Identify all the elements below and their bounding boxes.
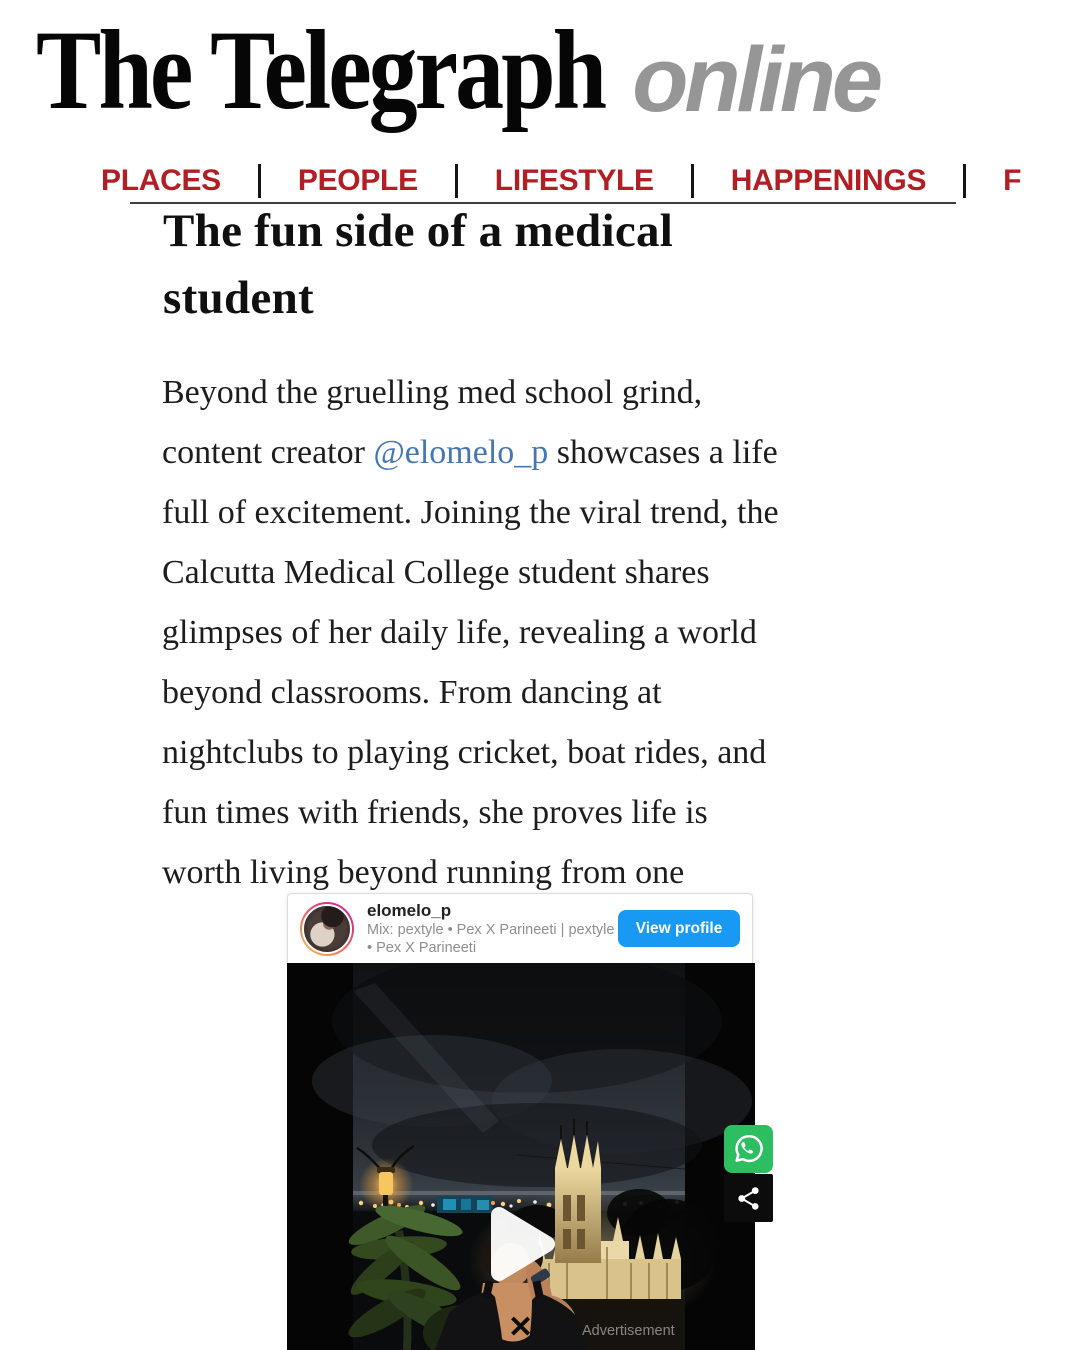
whatsapp-share-button[interactable] — [724, 1125, 773, 1173]
share-icon — [735, 1185, 762, 1212]
nav-separator — [455, 164, 458, 198]
play-icon — [483, 1201, 563, 1287]
body-line: fun times with friends, she proves life is — [162, 794, 708, 831]
body-text: showcases a life — [548, 434, 778, 471]
embed-meta — [367, 900, 614, 957]
nav-separator — [963, 164, 966, 198]
video-player[interactable] — [287, 963, 755, 1350]
body-line — [162, 423, 962, 483]
body-line: full of excitement. Joining the viral trend, the — [162, 494, 779, 531]
body-text: content creator — [162, 434, 374, 471]
body-line: worth living beyond running from one — [162, 854, 685, 891]
nav-separator — [258, 164, 261, 198]
nav-item-people[interactable]: PEOPLE — [297, 164, 418, 197]
creator-profile-link[interactable]: @elomelo_p — [373, 434, 549, 471]
instagram-embed — [287, 893, 753, 1350]
nav-item-happenings[interactable]: HAPPENINGS — [730, 164, 927, 197]
body-line: glimpses of her daily life, revealing a world — [162, 614, 757, 651]
body-line: beyond classrooms. From dancing at — [162, 674, 662, 711]
avatar[interactable] — [300, 902, 354, 956]
body-line: Calcutta Medical College student shares — [162, 554, 710, 591]
whatsapp-icon — [732, 1132, 766, 1166]
view-profile-button[interactable]: View profile — [618, 910, 740, 947]
masthead-logo[interactable] — [36, 8, 880, 134]
nav-item-lifestyle[interactable]: LIFESTYLE — [494, 164, 654, 197]
embed-subtitle-line2: • Pex X Parineeti — [367, 940, 477, 956]
embed-username[interactable]: elomelo_p — [367, 901, 452, 920]
video-thumbnail-scene — [287, 963, 755, 1350]
masthead-suffix: online — [632, 29, 880, 131]
article-body — [162, 363, 962, 903]
top-navigation — [101, 160, 1021, 202]
share-button[interactable] — [724, 1174, 773, 1222]
embed-header — [287, 893, 753, 963]
title-line: student — [163, 272, 314, 324]
body-line: Beyond the gruelling med school grind, — [162, 374, 703, 411]
avatar-photo — [302, 904, 352, 954]
nav-item-places[interactable]: PLACES — [101, 164, 221, 197]
close-icon[interactable]: ✕ — [508, 1311, 534, 1344]
nav-separator — [691, 164, 694, 198]
advertisement-label: Advertisement — [582, 1323, 675, 1339]
masthead-title: The Telegraph — [36, 8, 605, 134]
play-button[interactable] — [483, 1201, 563, 1287]
page-title — [163, 198, 1003, 332]
body-line: nightclubs to playing cricket, boat rides, and — [162, 734, 767, 771]
nav-item-f[interactable]: F — [1003, 164, 1022, 197]
embed-subtitle-line1: Mix: pextyle • Pex X Parineeti | pextyle — [367, 922, 615, 938]
title-line: The fun side of a medical — [163, 205, 674, 257]
